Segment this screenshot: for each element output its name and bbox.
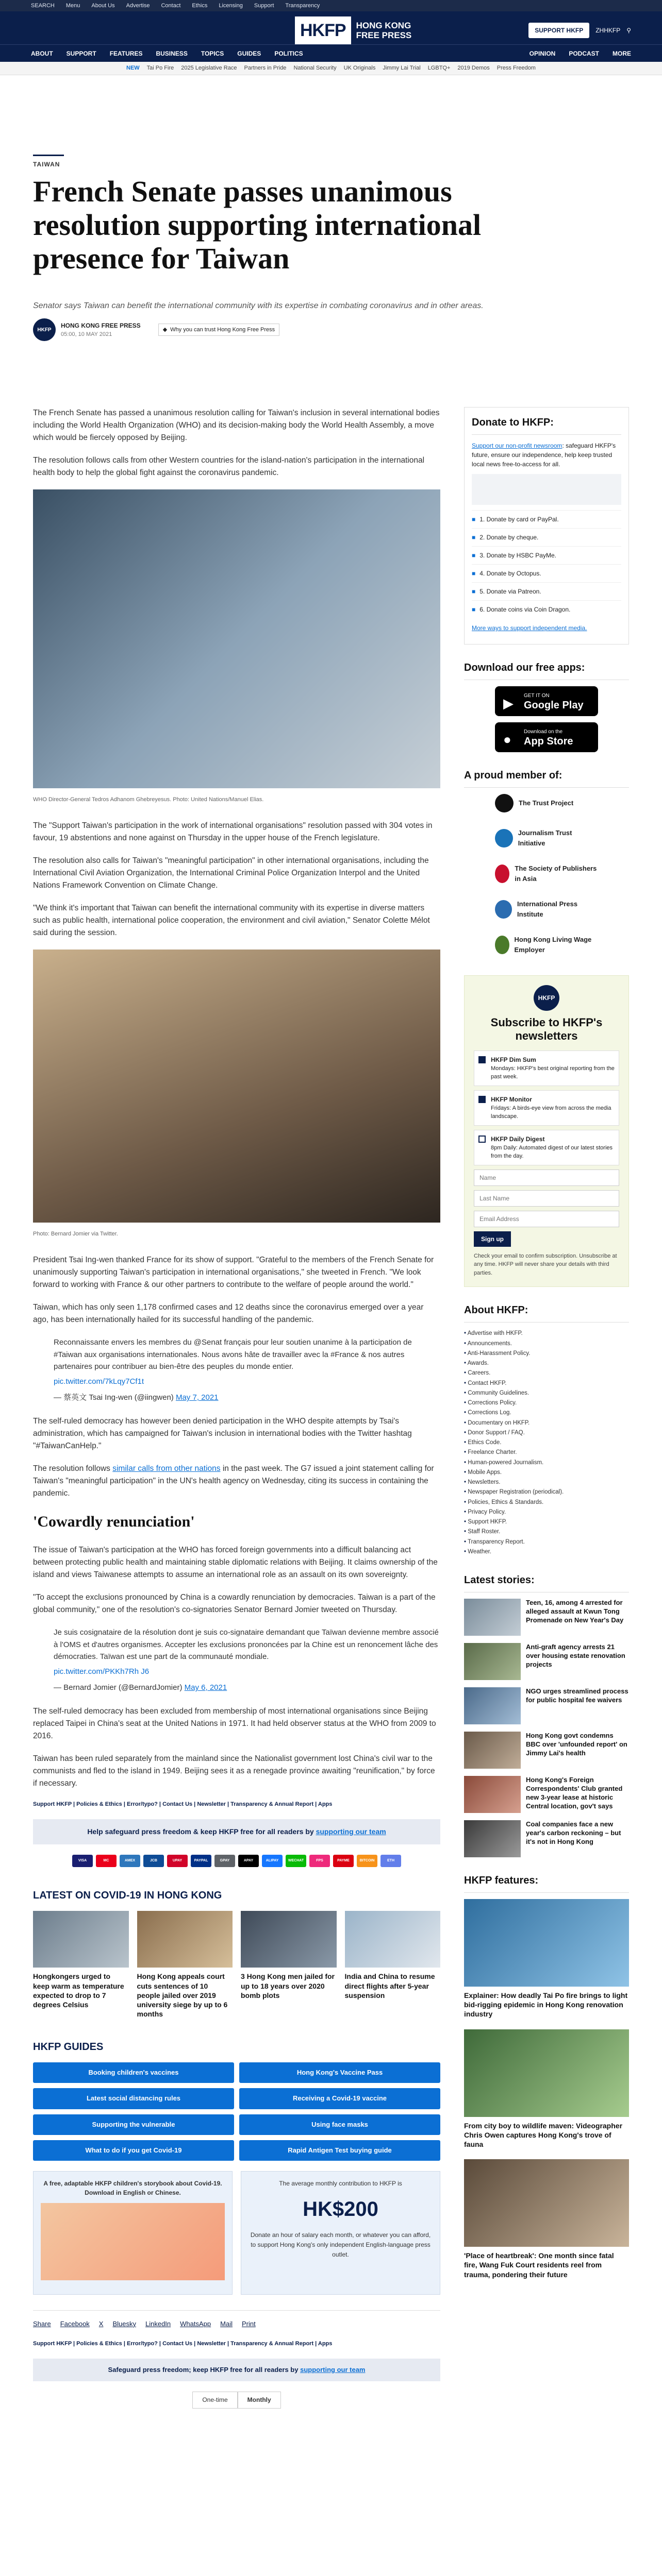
about-link[interactable]: • Corrections Log. [464,1408,629,1418]
masthead [0,11,662,62]
apple-icon: ● [503,732,511,747]
patreon-icon: ■ [472,588,476,595]
guide-button[interactable]: Receiving a Covid-19 vaccine [239,2088,440,2109]
paragraph: The self-ruled democracy has however been denied participation in the WHO despite attempts by Tsai's administration, which has campaigned for Taiwan's inclusion in international bodies with the Twitter hashtag "#TaiwanCanHelp." [33,1416,412,1450]
trending-item[interactable]: Jimmy Lai Trial [383,65,421,72]
paragraph: Taiwan, which has only seen 1,178 confirmed cases and 12 deaths since the coronavirus emerged over a year ago, has been internationally hailed for its successful handling of the pandemic. [33,1303,424,1325]
article-photo-senate [33,950,440,1223]
embedded-tweet [54,1336,440,1403]
about-link[interactable]: • Support HKFP. [464,1517,629,1527]
about-title: About HKFP: [464,1302,629,1323]
about-link[interactable]: • Staff Roster. [464,1527,629,1537]
latest-story[interactable]: Hong Kong govt condemns BBC over 'unfounded report' on Jimmy Lai's health [464,1732,629,1769]
about-link[interactable]: • Documentary on HKFP. [464,1418,629,1428]
share-mail[interactable]: Mail [220,2319,233,2328]
photo-caption: Photo: Bernard Jomier via Twitter. [33,1231,118,1238]
about-link[interactable]: • Awards. [464,1359,629,1368]
feature-image [464,2029,629,2117]
tweet-date[interactable]: May 7, 2021 [175,1393,219,1402]
trending-item[interactable]: Partners in Pride [244,65,287,72]
sidebar [464,407,629,2290]
features-title: HKFP features: [464,1873,629,1893]
latest-list [464,1599,629,1857]
apple-pay-icon: APAY [238,1855,259,1867]
tweet-link[interactable]: pic.twitter.com/7kLqy7Cf1t [54,1377,144,1386]
news-card[interactable]: Hongkongers urged to keep warm as temperature expected to drop to 7 degrees Celsius [33,1911,129,2019]
utility-bar [0,0,662,11]
nav-about[interactable]: ABOUT [31,49,53,57]
newsletter-option[interactable]: HKFP Daily Digest 8pm Daily: Automated digest of our latest stories from the day. [474,1130,619,1165]
author-name[interactable]: HONG KONG FREE PRESS [61,321,141,329]
guide-button[interactable]: Hong Kong's Vaccine Pass [239,2062,440,2083]
app-badges [464,686,629,752]
jcb-icon: JCB [143,1855,164,1867]
tweet-author: — 蔡英文 Tsai Ing-wen (@iingwen) [54,1393,174,1402]
visa-icon: VISA [72,1855,93,1867]
newsletter-option[interactable]: HKFP Monitor Fridays: A birds-eye view from across the media landscape. [474,1090,619,1126]
about-link[interactable]: • Mobile Apps. [464,1468,629,1478]
octopus-icon: ■ [472,570,476,577]
tweet-date[interactable]: May 6, 2021 [184,1683,227,1692]
nav-more[interactable]: MORE [613,49,631,57]
support-link[interactable]: Support [254,2,274,9]
about-link[interactable]: • Ethics Code. [464,1438,629,1448]
paragraph: "We think it's important that Taiwan can benefit the international community with its expertise in diverse matters such as public health, international police cooperation, the environment and civil aviation," Senator Colette Mélot said during the session. [33,904,430,938]
nav-opinion[interactable]: OPINION [529,49,556,57]
latest-story[interactable]: Hong Kong's Foreign Correspondents' Club granted new 3-year lease at historic Central location, gov't says [464,1776,629,1813]
donate-option[interactable]: ■ 2. Donate by cheque. [472,528,621,546]
nav-features[interactable]: FEATURES [109,49,143,57]
footer-links[interactable]: Support HKFP | Policies & Ethics | Error/typo? | Contact Us | Newsletter | Transparency & Annual Report | Apps [33,1801,333,1807]
newsletter-box [464,975,629,1287]
article-standfirst: Senator says Taiwan can benefit the international community with its expertise in combating coronavirus and in other areas. [33,301,484,310]
chinese-site-link[interactable]: ZHHKFP [595,27,621,34]
app-store-badge[interactable]: ● Download on the App Store [495,722,598,752]
contact-link[interactable]: Contact [161,2,181,9]
donation-promo[interactable]: The average monthly contribution to HKFP is HK$200 Donate an hour of salary each month, or whatever you can afford, to support Hong Kong's only independent English-language press outlet. [241,2171,440,2295]
alipay-icon: ALIPAY [262,1855,283,1867]
last-name-input[interactable] [474,1190,619,1207]
paragraph: "To accept the exclusions pronounced by China is a cowardly renunciation by democracies. Taiwan is a part of the global community," one of the resolution's co-signatories Senator Bernard Jomier tweeted on Thursday. [33,1593,436,1615]
trust-project-logo[interactable]: The Trust Project [495,794,598,812]
about-link[interactable]: • Newspaper Registration (periodical). [464,1487,629,1497]
nonprofit-link[interactable]: Support our non-profit newsroom [472,442,562,449]
share-whatsapp[interactable]: WhatsApp [180,2319,211,2328]
embedded-tweet [54,1626,440,1693]
feature-image [464,2159,629,2247]
trending-bar [0,62,662,75]
about-link[interactable]: • Newsletters. [464,1478,629,1487]
checkbox-checked[interactable] [478,1056,486,1063]
google-play-badge[interactable]: ▶ GET IT ON Google Play [495,686,598,716]
checkbox-checked[interactable] [478,1096,486,1103]
support-team-link[interactable]: supporting our team [300,2366,366,2374]
about-link[interactable]: • Advertise with HKFP. [464,1329,629,1338]
share-x[interactable]: X [98,2319,104,2328]
news-thumbnail [345,1911,441,1968]
paragraph: The issue of Taiwan's participation at the WHO has forced foreign governments into a difficult balancing act between protecting public health and maintaining stable diplomatic relations with Beijing. It claims ownership of the island and views Taiwanese attempts to assume an international role as an assault on its own sovereignty. [33,1546,438,1580]
email-input[interactable] [474,1211,619,1227]
nav-politics[interactable]: POLITICS [274,49,303,57]
trending-label: NEW [126,65,140,72]
share-facebook[interactable]: Facebook [60,2319,90,2328]
news-card[interactable]: 3 Hong Kong men jailed for up to 18 years over 2020 bomb plots [241,1911,337,2019]
guides-grid [33,2062,440,2161]
feature-story[interactable]: From city boy to wildlife maven: Videographer Chris Owen captures Hong Kong's trove of fauna [464,2029,629,2149]
article-headline: French Senate passes unanimous resolution supporting international presence for Taiwan [33,175,482,275]
mastercard-icon: MC [96,1855,117,1867]
donate-option[interactable]: ■ 1. Donate by card or PayPal. [472,510,621,528]
fps-icon: FPS [309,1855,330,1867]
trending-item[interactable]: LGBTQ+ [427,65,451,72]
payme-icon: PAYME [333,1855,354,1867]
menu-link[interactable]: Menu [65,2,80,9]
footer-links[interactable]: Support HKFP | Policies & Ethics | Error/typo? | Contact Us | Newsletter | Transparency & Annual Report | Apps [33,2341,333,2347]
donate-option[interactable]: ■ 3. Donate by HSBC PayMe. [472,546,621,564]
section-rule [33,155,64,156]
section-tag[interactable]: TAIWAN [33,161,60,168]
latest-story[interactable]: Teen, 16, among 4 arrested for alleged assault at Kwun Tong Promenade on New Year's Day [464,1599,629,1636]
about-link[interactable]: • Policies, Ethics & Standards. [464,1498,629,1507]
paragraph: President Tsai Ing-wen thanked France for its show of support. "Grateful to the members of the French Senate for unanimously supporting Taiwan's participation in international organisations," she tweeted in French. "We look forward to working with France & our other partners to contribute to the welfare of people around the world." [33,1256,434,1290]
feature-story[interactable]: Explainer: How deadly Tai Po fire brings to light bid-rigging epidemic in Hong Kong renovation industry [464,1899,629,2019]
covid-news-grid [33,1911,440,2019]
google-pay-icon: GPAY [214,1855,235,1867]
donate-title: Donate to HKFP: [472,415,621,435]
amex-icon: AMEX [120,1855,140,1867]
latest-title: Latest stories: [464,1572,629,1592]
about-link[interactable]: • Announcements. [464,1339,629,1349]
paragraph: The resolution follows calls from other Western countries for the island-nation's participation in the international health body to help the global fight against the coronavirus pandemic. [33,456,425,478]
newsletter-option[interactable]: HKFP Dim Sum Mondays: HKFP's best original reporting from the past week. [474,1050,619,1086]
latest-story[interactable]: Coal companies face a new year's carbon reckoning – but it's not in Hong Kong [464,1820,629,1857]
coin-icon: ■ [472,606,476,613]
nav-business[interactable]: BUSINESS [156,49,188,57]
trending-item[interactable]: 2025 Legislative Race [181,65,237,72]
latest-story[interactable]: Anti-graft agency arrests 21 over housing estate renovation projects [464,1643,629,1680]
article-body [33,407,440,2409]
story-thumbnail [464,1776,521,1813]
more-ways-link[interactable]: More ways to support independent media. [472,624,587,632]
tweet-text: Je suis cosignataire de la résolution dont je suis co-signataire demandant que Taïwan devienne membre associé à l'OMS et d'autres organismes. Accepter les exclusions prononcées par la Chine est un renoncement lâche des démocraties. Taïwan est une part de la communauté mondiale. [54,1628,439,1661]
inline-link[interactable]: similar calls from other nations [112,1464,221,1473]
paragraph: The "Support Taiwan's participation in the work of international organisations" resolution passed with 304 votes in favour, 19 abstentions and none against on Thursday in the upper house of the French legislature. [33,821,433,843]
guide-button[interactable]: Using face masks [239,2114,440,2135]
news-card[interactable]: Hong Kong appeals court cuts sentences of 10 people jailed over 2019 university siege by up to 6 months [137,1911,233,2019]
about-link[interactable]: • Weather. [464,1547,629,1557]
about-link[interactable]: • Transparency Report. [464,1537,629,1547]
card-icon: ■ [472,516,476,523]
one-time-option[interactable]: One-time [192,2392,237,2409]
licensing-link[interactable]: Licensing [219,2,243,9]
paragraph: The resolution follows similar calls from other nations in the past week. The G7 issued a joint statement calling for Taiwan's "meaningful participation" in the UN's health agency on Wednesday, citing its success in containing the pandemic. [33,1464,434,1498]
storybook-illustration [41,2203,225,2280]
story-thumbnail [464,1732,521,1769]
donate-box: Donate to HKFP: Support our non-profit newsroom: safeguard HKFP's future, ensure our independence, help keep trusted local news free-to-access for all. ■ 1. Donate by card or PayPal. ■ 2. Donate by cheque. ■ 3. Donate by HSBC PayMe. ■ 4. Donate by Octopus. ■ 5. Donate via Patreon. ■ 6. Donate coins via Coin Dragon. More ways to support independent media. [464,407,629,645]
wechat-pay-icon: WECHAT [286,1855,306,1867]
share-bar [33,2310,440,2329]
about-link[interactable]: • Contact HKFP. [464,1379,629,1388]
publish-date: 05:00, 10 MAY 2021 [61,331,112,337]
tweet-text: Reconnaissante envers les membres du @Senat français pour leur soutien unanime à la participation de #Taiwan aux organisations internationales. Nous avons hâte de travailler avec la #France & nos autres partenaires pour contribuer au bien-être des peuples du monde entier. [54,1338,412,1371]
covid-section-title: LATEST ON COVID-19 IN HONG KONG [33,1890,222,1902]
shield-icon: ◆ [162,326,168,333]
about-link[interactable]: • Corrections Policy. [464,1398,629,1408]
support-hkfp-button[interactable]: SUPPORT HKFP [528,23,589,38]
paragraph: The French Senate has passed a unanimous resolution calling for Taiwan's inclusion in several international bodies including the World Health Organization (WHO) and its decision-making body the World Health Assembly, a move which would be fiercely opposed by Beijing. [33,409,440,443]
paragraph: The resolution also calls for Taiwan's "meaningful participation" in other international organisations, including the International Civil Aviation Organization, the International Criminal Police Organization Interpol and the United Nations Framework Convention on Climate Change. [33,856,429,890]
sopa-logo[interactable]: The Society of Publishers in Asia [495,863,598,884]
story-thumbnail [464,1643,521,1680]
site-logo[interactable]: HKFP HONG KONG FREE PRESS [295,16,411,45]
donation-frequency-toggle [33,2392,440,2409]
support-team-link[interactable]: supporting our team [316,1827,386,1836]
guide-button[interactable]: Booking children's vaccines [33,2062,234,2083]
trending-item[interactable]: 2019 Demos [457,65,490,72]
payment-methods [33,1855,440,1867]
paragraph: Taiwan has been ruled separately from the mainland since the Nationalist government lost China's civil war to the communists and fled to the island in 1949. Beijing sees it as a renegade province awaiting "reunification," by force if necessary. [33,1754,435,1788]
advertise-link[interactable]: Advertise [126,2,150,9]
about-link[interactable]: • Community Guidelines. [464,1388,629,1398]
donate-option[interactable]: ■ 6. Donate coins via Coin Dragon. [472,600,621,618]
nav-topics[interactable]: TOPICS [201,49,224,57]
member-logos [464,794,629,955]
story-thumbnail [464,1687,521,1724]
tweet-link[interactable]: pic.twitter.com/PKKh7Rh J6 [54,1667,150,1676]
subheading: 'Cowardly renunciation' [33,1513,195,1530]
first-name-input[interactable] [474,1170,619,1186]
paragraph: The self-ruled democracy has been excluded from membership of most international organisations since Beijing replaced Taipei in China's seat at the United Nations in 1971. It had held observer status at the WHO from 2009 to 2016. [33,1706,436,1740]
about-link[interactable]: • Human-powered Journalism. [464,1458,629,1468]
member-title: A proud member of: [464,768,629,788]
share-label[interactable]: Share [33,2319,51,2328]
photo-caption: WHO Director-General Tedros Adhanom Ghebreyesus. Photo: United Nations/Manuel Elias. [33,796,264,803]
payme-icon: ■ [472,552,476,559]
guide-button[interactable]: Latest social distancing rules [33,2088,234,2109]
trending-item[interactable]: Press Freedom [496,65,536,72]
storybook-promo[interactable]: A free, adaptable HKFP children's storybook about Covid-19. Download in English or Chinese. [33,2171,233,2295]
donate-option[interactable]: ■ 5. Donate via Patreon. [472,582,621,600]
byline [33,318,279,341]
guide-button[interactable]: Supporting the vulnerable [33,2114,234,2135]
news-thumbnail [137,1911,233,1968]
guides-section-title: HKFP GUIDES [33,2041,104,2053]
unionpay-icon: UPAY [167,1855,188,1867]
signup-button[interactable]: Sign up [474,1231,511,1247]
transparency-link[interactable]: Transparency [285,2,320,9]
paypal-icon: PAYPAL [191,1855,211,1867]
nav-support[interactable]: SUPPORT [66,49,96,57]
nav-podcast[interactable]: PODCAST [569,49,599,57]
average-contribution: HK$200 [303,2198,378,2221]
tweet-author: — Bernard Jomier (@BernardJomier) [54,1683,183,1692]
promo-row [33,2171,440,2295]
guide-button[interactable]: What to do if you get Covid-19 [33,2140,234,2161]
guide-button[interactable]: Rapid Antigen Test buying guide [239,2140,440,2161]
about-links [464,1329,629,1557]
hkfp-logo: HKFP [534,985,559,1011]
story-thumbnail [464,1599,521,1636]
bottom-support-banner: Safeguard press freedom; keep HKFP free for all readers by supporting our team [33,2359,440,2381]
search-icon[interactable]: ⚲ [626,27,631,34]
share-print[interactable]: Print [241,2319,256,2328]
checkbox-unchecked[interactable] [478,1136,486,1143]
author-avatar: HKFP [33,318,56,341]
donate-option[interactable]: ■ 4. Donate by Octopus. [472,564,621,582]
story-thumbnail [464,1820,521,1857]
jti-logo[interactable]: Journalism Trust Initiative [495,828,598,848]
trending-item[interactable]: Tai Po Fire [146,65,174,72]
trending-item[interactable]: UK Originals [343,65,376,72]
news-thumbnail [241,1911,337,1968]
about-link[interactable]: About Us [91,2,115,9]
about-link[interactable]: • Careers. [464,1368,629,1378]
article-photo-tedros [33,489,440,788]
news-card[interactable]: India and China to resume direct flights after 5-year suspension [345,1911,441,2019]
play-icon: ▶ [503,696,514,711]
trending-item[interactable]: National Security [293,65,337,72]
cheque-icon: ■ [472,534,476,541]
apps-title: Download our free apps: [464,660,629,680]
about-link[interactable]: • Anti-Harassment Policy. [464,1349,629,1359]
feature-story[interactable]: 'Place of heartbreak': One month since fatal fire, Wang Fuk Court residents reel from trauma, pondering their future [464,2159,629,2279]
main-nav [0,44,662,62]
support-banner: Help safeguard press freedom & keep HKFP free for all readers by supporting our team [33,1819,440,1845]
payment-logos [472,474,621,505]
ipi-logo[interactable]: International Press Institute [495,899,598,919]
about-link[interactable]: • Donor Support / FAQ. [464,1428,629,1438]
feature-image [464,1899,629,1987]
news-thumbnail [33,1911,129,1968]
newsletter-title: Subscribe to HKFP's newsletters [490,1016,603,1043]
bitcoin-icon: BITCOIN [357,1855,377,1867]
subscribe-note: Check your email to confirm subscription. Unsubscribe at any time. HKFP will never share your details with third parties. [474,1252,617,1276]
monthly-option[interactable]: Monthly [238,2392,281,2409]
trust-badge[interactable]: ◆ Why you can trust Hong Kong Free Press [158,324,279,336]
share-bluesky[interactable]: Bluesky [112,2319,136,2328]
ethereum-icon: ETH [380,1855,401,1867]
nav-guides[interactable]: GUIDES [237,49,261,57]
search-link[interactable]: SEARCH [31,2,55,9]
share-linkedin[interactable]: LinkedIn [145,2319,171,2328]
about-link[interactable]: • Freelance Charter. [464,1448,629,1458]
ethics-link[interactable]: Ethics [192,2,208,9]
about-link[interactable]: • Privacy Policy. [464,1507,629,1517]
living-wage-logo[interactable]: Hong Kong Living Wage Employer [495,935,598,955]
latest-story[interactable]: NGO urges streamlined process for public hospital fee waivers [464,1687,629,1724]
